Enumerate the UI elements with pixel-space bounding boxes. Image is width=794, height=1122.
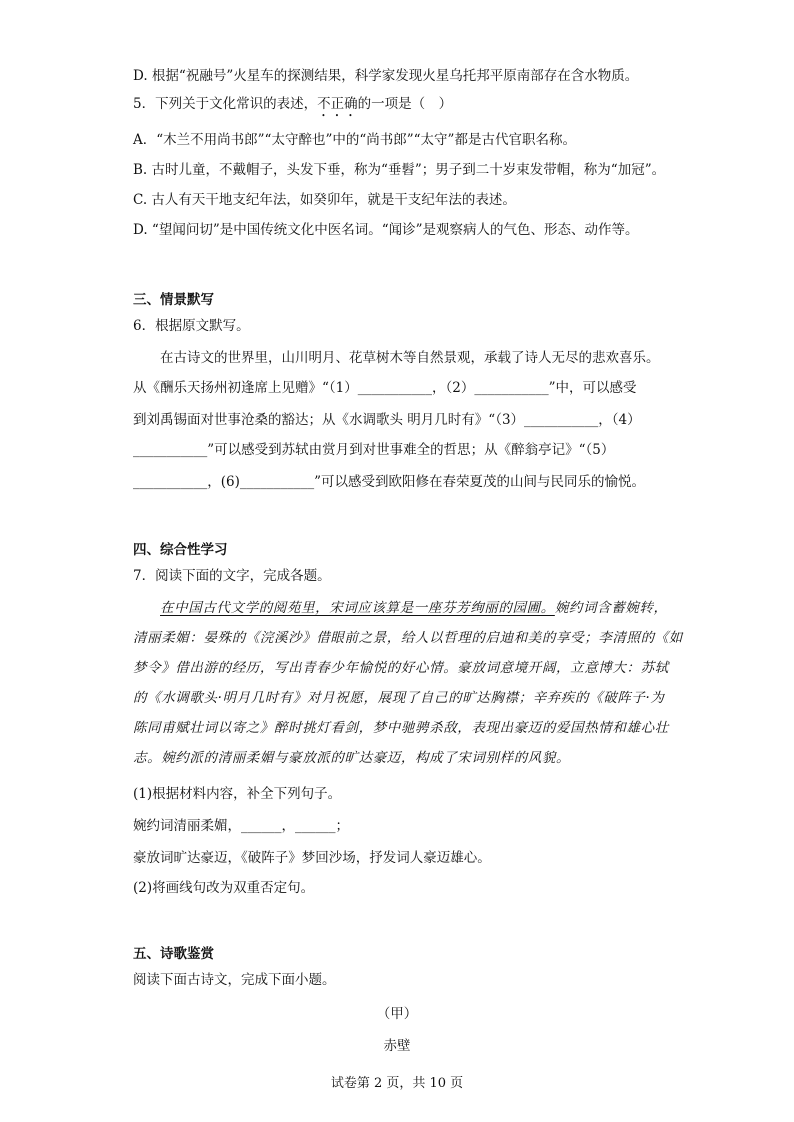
q7-passage-line-2: 清丽柔媚：晏殊的《浣溪沙》借眼前之景，给人以哲理的启迪和美的享受；李清照的《如 xyxy=(133,630,683,646)
q6-line-4: ___________”可以感受到苏轼由赏月到对世事难全的哲思；从《醉翁亭记》“（5） xyxy=(133,442,615,458)
poem-title: 赤壁 xyxy=(383,1038,411,1054)
q5-stem-start: 5．下列关于文化常识的表述， xyxy=(133,96,318,112)
q4-option-d: D. 根据“祝融号”火星车的探测结果，科学家发现火星乌托邦平原南部存在含水物质。 xyxy=(133,68,639,84)
q6-line-3: 到刘禹锡面对世事沧桑的豁达；从《水调歌头 明月几时有》“（3）___________，（4） xyxy=(133,412,641,428)
q7-passage-line-5: 陈同甫赋壮词以寄之》醉时挑灯看剑，梦中驰骋杀敌，表现出豪迈的爱国热情和雄心壮 xyxy=(133,720,669,736)
q7-underlined-sentence: 在中国古代文学的阅苑里，宋词应该算是一座芬芳绚丽的园圃。 xyxy=(160,600,555,616)
q7-fill-1: 婉约词清丽柔媚，______，______； xyxy=(133,818,349,834)
q7-passage-line-4: 的《水调歌头·明月几时有》对月祝愿，展现了自己的旷达胸襟；辛弃疾的《破阵子·为 xyxy=(133,690,665,706)
q7-fill-2: 豪放词旷达豪迈，《破阵子》梦回沙场，抒发词人豪迈雄心。 xyxy=(133,850,491,866)
section5-heading: 五、诗歌鉴赏 xyxy=(133,946,214,962)
q7-passage-line-1-rest: 婉约词含蓄婉转， xyxy=(554,600,668,616)
q7-passage-line-6: 志。婉约派的清丽柔媚与豪放派的旷达豪迈，构成了宋词别样的风貌。 xyxy=(133,750,571,766)
q5-option-b: B. 古时儿童，不戴帽子，头发下垂，称为“垂髫”；男子到二十岁束发带帽，称为“加冠”。 xyxy=(133,162,666,178)
q7-sub2: (2)将画线句改为双重否定句。 xyxy=(133,880,315,896)
q5-stem-end: 的一项是（ ） xyxy=(357,96,453,112)
section4-heading: 四、综合性学习 xyxy=(133,542,228,558)
page-footer: 试卷第 2 页，共 10 页 xyxy=(330,1076,464,1091)
q6-line-2: 从《酬乐天扬州初逢席上见赠》“（1）___________，（2）___________”中，可以感受 xyxy=(133,380,637,396)
q6-stem: 6．根据原文默写。 xyxy=(133,318,250,334)
q7-passage-line-1 xyxy=(160,598,668,618)
q5-option-d: D. “望闻问切”是中国传统文化中医名词。“闻诊”是观察病人的气色、形态、动作等。 xyxy=(133,222,639,238)
q5-stem-emphasis: 不正确 xyxy=(317,96,358,112)
poem-label: （甲） xyxy=(376,1006,418,1022)
q7-passage-line-3: 梦令》借出游的经历，写出青春少年愉悦的好心情。豪放词意境开阔，立意博大：苏轼 xyxy=(133,660,669,676)
q5-stem xyxy=(133,94,452,120)
q5-option-a: A．“木兰不用尚书郎”“太守醉也”中的“尚书郎”“太守”都是古代官职名称。 xyxy=(133,132,576,148)
q7-sub1: (1)根据材料内容，补全下列句子。 xyxy=(133,786,342,802)
section3-heading: 三、情景默写 xyxy=(133,292,214,308)
q7-stem: 7．阅读下面的文字，完成各题。 xyxy=(133,568,331,584)
section5-intro: 阅读下面古诗文，完成下面小题。 xyxy=(133,972,336,988)
q5-option-c: C. 古人有天干地支纪年法，如癸卯年，就是干支纪年法的表述。 xyxy=(133,192,516,208)
q6-line-1: 在古诗文的世界里，山川明月、花草树木等自然景观，承载了诗人无尽的悲欢喜乐。 xyxy=(160,350,660,366)
q6-line-5: ___________，(6)___________”可以感受到欧阳修在春荣夏茂的山间与民同乐的愉悦。 xyxy=(133,474,646,490)
